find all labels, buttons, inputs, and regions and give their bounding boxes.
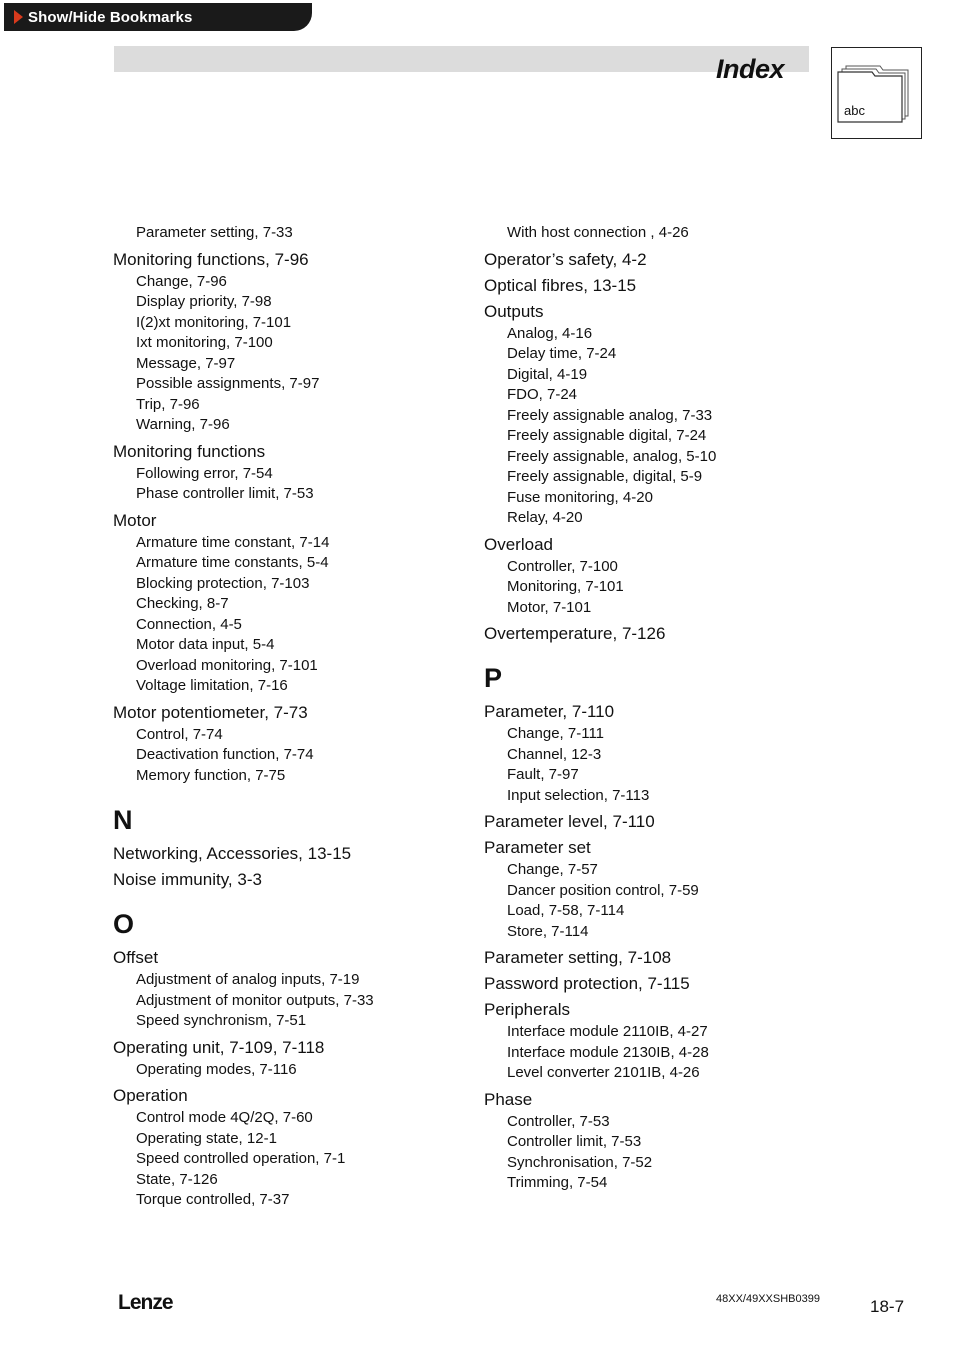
index-subentry: Input selection, 7-113: [507, 786, 650, 804]
index-entry: Operation: [113, 1086, 188, 1105]
index-subentry: Operating modes, 7-116: [136, 1060, 297, 1078]
folder-stack-icon: [836, 64, 912, 124]
index-entry: Operating unit, 7-109, 7-118: [113, 1037, 325, 1057]
index-subentry: Phase controller limit, 7-53: [136, 485, 314, 502]
index-subentry: Message, 7-97: [136, 354, 236, 372]
index-subentry: Digital, 4-19: [507, 365, 588, 383]
index-subentry: With host connection , 4-26: [507, 224, 689, 241]
index-section-letter: N: [113, 805, 133, 835]
index-subentry: Display priority, 7-98: [136, 293, 272, 310]
index-entry: Parameter level, 7-110: [484, 812, 655, 831]
index-subentry: Adjustment of analog inputs, 7-19: [136, 971, 360, 988]
index-entry: Overtemperature, 7-126: [484, 624, 666, 643]
index-subentry: Freely assignable analog, 7-33: [507, 406, 713, 424]
index-subentry: Connection, 4-5: [136, 615, 242, 633]
index-subentry: Synchronisation, 7-52: [507, 1153, 653, 1171]
index-subentry: Level converter 2101IB, 4-26: [507, 1064, 700, 1081]
index-subentry: State, 7-126: [136, 1170, 218, 1188]
index-section-letter: P: [484, 663, 503, 693]
index-column-right: [484, 223, 804, 1194]
index-entry: Parameter, 7-110: [484, 702, 615, 721]
index-subentry: Change, 7-96: [136, 272, 227, 290]
index-entry: Motor potentiometer, 7-73: [113, 702, 308, 722]
index-entry: Password protection, 7-115: [484, 974, 690, 993]
index-subentry: Change, 7-111: [507, 725, 605, 742]
index-subentry: Operating state, 12-1: [136, 1129, 277, 1147]
index-subentry: Trip, 7-96: [136, 395, 200, 413]
index-subentry: Freely assignable, digital, 5-9: [507, 468, 703, 485]
document-code: 48XX/49XXSHB0399: [716, 1293, 820, 1305]
page-title: Index: [715, 54, 784, 84]
index-subentry: Freely assignable, analog, 5-10: [507, 447, 717, 465]
index-subentry: Interface module 2130IB, 4-28: [507, 1043, 709, 1061]
page-number: 18-7: [870, 1297, 905, 1316]
index-entry: Monitoring functions: [113, 441, 266, 461]
index-subentry: Control, 7-74: [136, 725, 223, 743]
chapter-tab: [831, 47, 922, 139]
index-subentry: Trimming, 7-54: [507, 1174, 608, 1191]
index-subentry: Controller, 7-53: [507, 1112, 610, 1130]
index-subentry: Analog, 4-16: [507, 324, 593, 342]
index-subentry: Ixt monitoring, 7-100: [136, 334, 273, 351]
lenze-logo: Lenze: [118, 1291, 173, 1314]
index-subentry: Memory function, 7-75: [136, 766, 286, 784]
index-subentry: Motor, 7-101: [507, 598, 592, 616]
index-entry: Outputs: [484, 301, 544, 321]
index-subentry: Fuse monitoring, 4-20: [507, 488, 653, 506]
index-section-letter: O: [113, 909, 135, 939]
index-subentry: Speed controlled operation, 7-1: [136, 1150, 346, 1167]
index-entry: Networking, Accessories, 13-15: [113, 844, 352, 863]
bookmarks-button-label: Show/Hide Bookmarks: [28, 8, 193, 26]
index-subentry: Controller limit, 7-53: [507, 1133, 642, 1150]
index-entry: Monitoring functions, 7-96: [113, 249, 309, 269]
index-subentry: Dancer position control, 7-59: [507, 881, 699, 899]
index-subentry: Controller, 7-100: [507, 557, 618, 575]
index-entry: Parameter set: [484, 838, 591, 857]
index-entry: Motor: [113, 510, 157, 530]
index-subentry: Relay, 4-20: [507, 509, 583, 526]
index-subentry: Parameter setting, 7-33: [136, 224, 293, 241]
index-entry: Noise immunity, 3-3: [113, 870, 262, 889]
index-subentry: Freely assignable digital, 7-24: [507, 427, 707, 444]
index-subentry: Interface module 2110IB, 4-27: [507, 1023, 708, 1040]
show-hide-bookmarks-button[interactable]: [4, 3, 312, 31]
index-subentry: Motor data input, 5-4: [136, 636, 275, 653]
index-subentry: Overload monitoring, 7-101: [136, 656, 318, 674]
index-subentry: Checking, 8-7: [136, 595, 229, 612]
index-subentry: Store, 7-114: [507, 922, 589, 940]
index-subentry: Armature time constant, 7-14: [136, 533, 330, 551]
index-subentry: Following error, 7-54: [136, 464, 273, 482]
index-column-left: [113, 223, 458, 1211]
index-subentry: Control mode 4Q/2Q, 7-60: [136, 1109, 313, 1126]
index-subentry: FDO, 7-24: [507, 386, 578, 403]
index-entry: Operator’s safety, 4-2: [484, 249, 647, 269]
index-entry: Phase: [484, 1089, 533, 1109]
index-subentry: Channel, 12-3: [507, 745, 602, 763]
index-subentry: Warning, 7-96: [136, 416, 230, 433]
index-subentry: I(2)xt monitoring, 7-101: [136, 313, 292, 331]
index-subentry: Possible assignments, 7-97: [136, 375, 320, 392]
index-subentry: Monitoring, 7-101: [507, 578, 624, 595]
index-entry: Overload: [484, 534, 553, 554]
index-entry: Offset: [113, 948, 159, 967]
tab-label: abc: [844, 103, 865, 118]
index-subentry: Adjustment of monitor outputs, 7-33: [136, 991, 374, 1009]
index-subentry: Delay time, 7-24: [507, 345, 617, 362]
index-entry: Peripherals: [484, 1000, 570, 1019]
index-subentry: Voltage limitation, 7-16: [136, 677, 288, 694]
triangle-right-icon: [14, 10, 23, 24]
index-subentry: Speed synchronism, 7-51: [136, 1012, 307, 1029]
index-subentry: Fault, 7-97: [507, 766, 579, 783]
index-subentry: Change, 7-57: [507, 861, 598, 878]
index-subentry: Armature time constants, 5-4: [136, 554, 329, 571]
index-subentry: Blocking protection, 7-103: [136, 574, 310, 592]
index-entry: Parameter setting, 7-108: [484, 948, 672, 967]
index-subentry: Load, 7-58, 7-114: [507, 902, 625, 919]
index-subentry: Deactivation function, 7-74: [136, 746, 314, 763]
index-subentry: Torque controlled, 7-37: [136, 1191, 290, 1208]
index-entry: Optical fibres, 13-15: [484, 275, 637, 295]
